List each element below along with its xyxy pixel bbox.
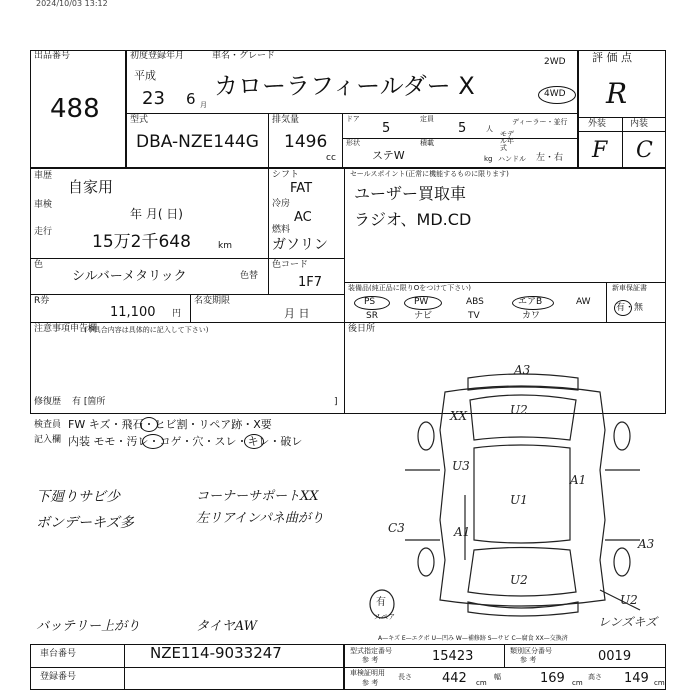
equip-airbag: エアB [518,297,543,307]
reg-date-label: 初度登録年月 [130,51,185,61]
reference-1: 参 考 [362,656,379,664]
divider [504,644,505,667]
lot-label: 出品番号 [34,51,71,61]
rating-label: 評 価 点 [592,51,632,64]
diagram-legend: A—キズ E—エクボ U—凹み W—補修跡 S—サビ C—腐食 XX—交換済 [378,635,568,642]
back-seat-label: 後日所 [348,324,376,334]
length-unit: cm [476,679,487,687]
divider [344,667,666,668]
color-code-value: 1F7 [298,275,323,290]
rating-value: R [606,77,628,110]
model-year-label: モデル年式 [500,130,514,152]
inspector-label-2: 記入欄 [34,435,62,445]
drive-2wd: 2WD [544,57,566,67]
yen-unit: 円 [172,309,182,319]
model-designation-label: 型式指定番号 [350,647,392,655]
diag-mark-rr: A3 [638,537,655,551]
interior-value: C [636,138,653,163]
cc-unit: cc [326,153,336,163]
inspection-value: 年 月( 日) [130,207,183,221]
notes-sub: (不具合内容は具体的に記入して下さい) [84,326,209,334]
reg-month: 6 [186,90,196,108]
displacement-label: 排気量 [272,115,300,125]
note-underbody: 下廻りサビ少 [36,489,120,505]
shape-label: 形状 [346,139,360,147]
reference-2: 参 考 [520,656,537,664]
note-body: ボンデーキズ多 [36,515,134,531]
doors-value: 5 [382,121,391,136]
equip-abs: ABS [466,297,484,307]
diag-mark-left: U3 [452,459,470,473]
diag-mark-lens: レンズキズ [598,615,658,629]
note-corner: コーナーサポートXX [196,489,319,504]
recycle-value: 11,100 [110,305,156,320]
fuel-label: 燃料 [272,225,291,235]
displacement-value: 1496 [284,132,328,152]
divider [30,667,344,668]
era: 平成 [134,69,156,82]
sales-line1: ユーザー買取車 [354,184,467,203]
inspector-row-2: 内装 モモ・汚レ・コゲ・穴・スレ・キレ・破レ [68,435,303,448]
shape-value: ステW [372,149,405,162]
equip-sr: SR [366,311,378,321]
diag-mark-door: C3 [388,521,405,535]
width-value: 169 [540,671,565,686]
repair-value: 有 [箇所 [72,397,106,407]
diag-mark-fl: XX [450,409,468,423]
color-label: 色 [34,260,44,270]
height-label: 高さ [588,673,602,681]
category-no-value: 0019 [598,649,632,664]
diag-mark-left2: A1 [454,525,471,539]
diag-mark-rear: U2 [620,593,638,607]
fuel-value: ガソリン [272,237,328,253]
handle-value: 左・右 [536,153,564,163]
spare-sub: スペア [374,613,395,621]
equip-tv: TV [468,311,480,321]
category-no-label: 類別区分番号 [510,647,552,655]
model-label: 型式 [130,115,149,125]
ac-label: 冷房 [272,199,291,209]
exterior-label: 外装 [588,119,607,129]
divider [124,644,125,690]
color-value: シルバーメタリック [72,269,187,284]
height-unit: cm [654,679,665,687]
car-name-label: 車名・グレード [212,51,276,61]
load-label: 積載 [420,139,434,147]
mileage-value: 15万2千648 [92,232,191,252]
inspection-label: 車検 [34,200,53,210]
recycle-label: R券 [34,296,50,306]
sales-label: セールスポイント(正常に機能するものに限ります) [350,170,509,178]
notes-label: 注意事項申告欄 [34,324,98,334]
repair-bracket: ] [334,397,338,407]
reg-year: 23 [142,88,165,109]
equip-navi: ナビ [414,311,433,321]
capacity-label: 定員 [420,115,434,123]
mileage-label: 走行 [34,227,53,237]
category-value: 自家用 [68,178,114,196]
sales-line2: ラジオ、MD.CD [354,210,472,229]
diag-mark-roof: U1 [510,493,528,507]
exterior-value: F [592,138,608,163]
person-unit: 人 [486,125,493,133]
equip-aw: AW [576,297,591,307]
timestamp: 2024/10/03 13:12 [36,0,108,8]
diag-mark-right: A1 [570,473,587,487]
width-label: 幅 [494,673,501,681]
length-value: 442 [442,671,467,686]
inspector-label-1: 検査員 [34,420,62,430]
model-value: DBA-NZE144G [136,132,259,152]
equip-ps: PS [364,297,376,307]
month-unit: 月 [200,101,207,109]
warranty-label: 新車保証書 [612,284,647,292]
kg-unit: kg [484,155,493,163]
equip-pw: PW [414,297,429,307]
capacity-value: 5 [458,121,467,136]
equip-leather: カワ [522,311,541,321]
km-unit: km [218,241,232,251]
diag-mark-front: A3 [514,363,531,377]
ac-value: AC [294,210,312,225]
chassis-label: 車台番号 [40,649,77,659]
repair-label: 修復歴 [34,397,62,407]
height-value: 149 [624,671,649,686]
lot-number: 488 [50,94,100,124]
chassis-value: NZE114-9033247 [150,644,282,662]
expiry-value: 月 日 [284,307,310,320]
diag-mark-hood: U2 [510,403,528,417]
doors-label: ドア [346,115,360,123]
recolor-label: 色替 [240,271,259,281]
length-label: 長さ [398,673,412,681]
drive-4wd: 4WD [544,89,566,99]
handle-label: ハンドル [498,155,526,163]
shift-label: シフト [272,170,300,180]
note-panel: 左リアインパネ曲がり [196,511,324,526]
note-tire: タイヤAW [196,619,257,634]
spare-label: 有 [376,597,386,608]
reference-3: 参 考 [362,679,379,687]
model-designation-value: 15423 [432,649,474,664]
vehicle-cert-label: 車検証明用 [350,669,385,677]
color-code-label: 色コード [272,260,309,270]
warranty-value: 有・無 [616,303,644,313]
reg-no-label: 登録番号 [40,672,77,682]
note-battery: バッテリー上がり [36,619,141,634]
equipment-label: 装備品(純正品に限りOをつけて下さい) [348,284,471,292]
category-label: 車歴 [34,171,53,181]
diag-mark-trunk: U2 [510,573,528,587]
inspector-row-1: FW キズ・飛石・ヒビ割・リペア跡・X要 [68,418,272,431]
expiry-label: 名変期限 [194,296,231,306]
interior-label: 内装 [630,119,649,129]
width-unit: cm [572,679,583,687]
shift-value: FAT [290,181,313,196]
dealer-label: ディーラー・並行 [512,118,568,126]
car-name: カローラフィールダー X [214,72,475,100]
